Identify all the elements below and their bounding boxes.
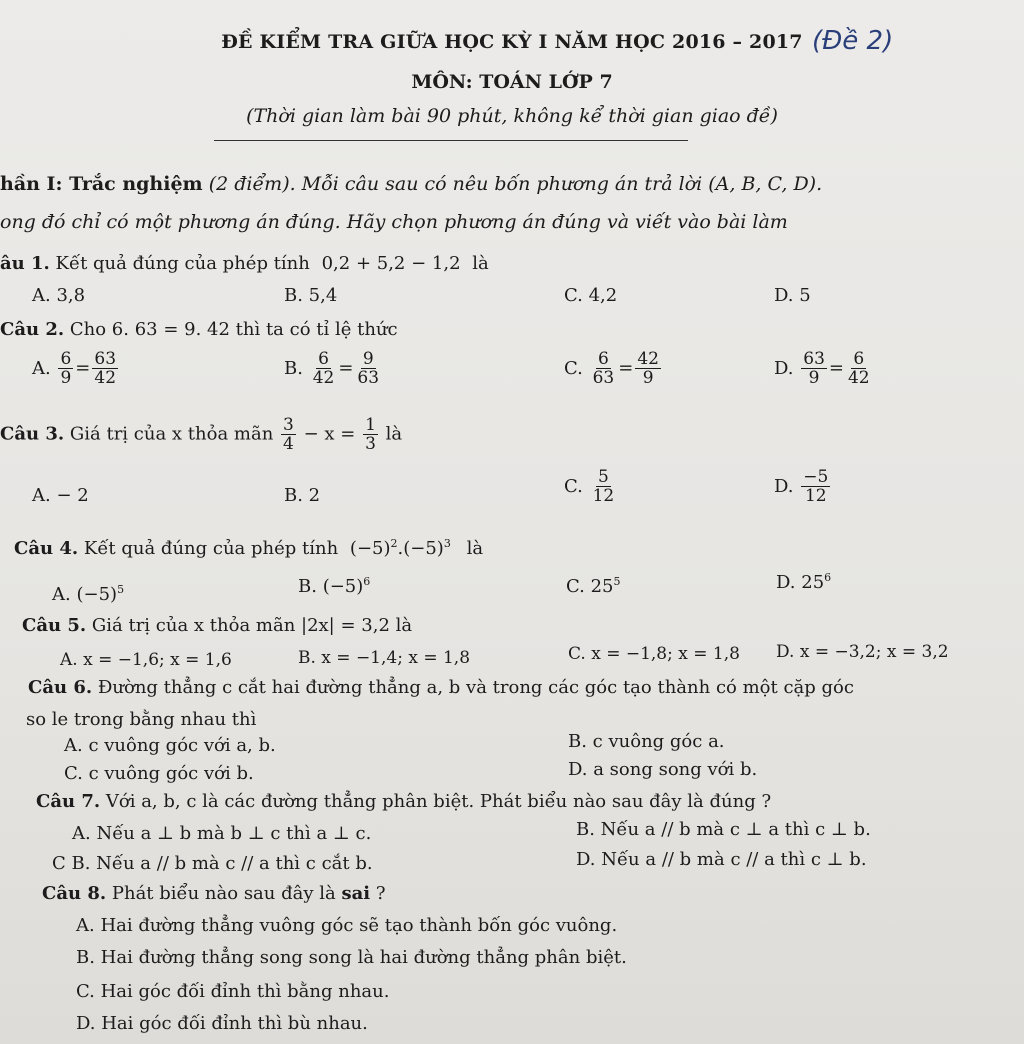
- q3-option-c-letter: C.: [564, 475, 583, 497]
- question-4-label: Câu 4.: [14, 538, 79, 559]
- question-5: [22, 614, 412, 638]
- option-base: 25: [590, 576, 614, 597]
- question-4-expr: [350, 538, 451, 559]
- q1-option-c: C. 4,2: [564, 285, 618, 306]
- q2-option-c-letter: C.: [564, 357, 583, 379]
- q4-option-d: [776, 566, 831, 595]
- q1-option-b: B. 5,4: [284, 285, 338, 306]
- question-6: [28, 676, 854, 700]
- denominator: 12: [592, 486, 615, 506]
- part1-heading-line: [0, 172, 822, 196]
- option-letter: D.: [776, 572, 796, 593]
- q4-option-a: [52, 578, 124, 607]
- q2-option-a: A. $\frac{6}{9}$ = $\frac{63}{42}$: [32, 349, 117, 388]
- q2-option-a-letter: A.: [32, 357, 51, 379]
- q4-option-c: [566, 570, 621, 599]
- question-7-label: Câu 7.: [36, 791, 101, 812]
- numerator: 42: [637, 349, 659, 369]
- denominator: 9: [808, 368, 820, 388]
- q2-option-d-left-fraction: [801, 350, 827, 387]
- q3-option-c: [564, 468, 618, 505]
- exam-title: ĐỀ KIỂM TRA GIỮA HỌC KỲ I NĂM HỌC 2016 – 2017: [221, 31, 803, 53]
- question-4: [14, 532, 483, 561]
- denominator: 12: [804, 486, 827, 506]
- question-3-fraction-2: [363, 416, 378, 453]
- question-8-label: Câu 8.: [42, 883, 107, 904]
- question-2-label: Câu 2.: [0, 319, 65, 340]
- numerator: 6: [60, 349, 72, 369]
- q6-option-c: C. c vuông góc với b.: [64, 763, 254, 784]
- question-1-expr: 0,2 + 5,2 − 1,2: [321, 253, 461, 274]
- q5-option-d: D. x = −3,2; x = 3,2: [776, 642, 949, 662]
- q5-option-c: C. x = −1,8; x = 1,8: [568, 644, 740, 664]
- denominator: 42: [312, 368, 335, 388]
- q3-option-d-letter: D.: [774, 475, 794, 497]
- q2-option-d: D. $\frac{63}{9}$ = $\frac{6}{42}$: [774, 349, 870, 388]
- numerator: 6: [598, 349, 609, 369]
- q2-option-b-right-fraction: [355, 350, 381, 387]
- question-2-text: Cho 6. 63 = 9. 42 thì ta có tỉ lệ thức: [69, 319, 398, 340]
- question-7-text: Với a, b, c là các đường thẳng phân biệt. Phát biểu nào sau đây là đúng ?: [105, 791, 772, 812]
- exam-duration: (Thời gian làm bài 90 phút, không kể thời gian giao đề): [246, 105, 778, 127]
- q1-option-a: A. 3,8: [32, 285, 86, 306]
- q7-option-d: D. Nếu a // b mà c // a thì c ⊥ b.: [576, 849, 867, 870]
- question-5-label: Câu 5.: [22, 615, 87, 636]
- question-5-text: Giá trị của x thỏa mãn |2x| = 3,2 là: [91, 615, 413, 636]
- handwritten-note: (Đề 2): [812, 26, 894, 56]
- q2-option-c: C. $\frac{6}{63}$ = $\frac{42}{9}$: [564, 349, 659, 388]
- part1-points: (2 điểm). Mỗi câu sau có nêu bốn phương án trả lời (A, B, C, D).: [208, 173, 823, 195]
- question-2: [0, 318, 398, 342]
- question-8-tail: ?: [375, 883, 386, 904]
- option-exponent: 5: [613, 575, 621, 588]
- numerator: 3: [283, 415, 294, 435]
- q2-option-c-right-fraction: [635, 350, 661, 387]
- q7-option-c: C B. Nếu a // b mà c // a thì c cắt b.: [52, 853, 373, 874]
- numerator: 1: [365, 415, 376, 435]
- question-1-text: Kết quả đúng của phép tính: [55, 253, 310, 274]
- q2-option-b-left-fraction: [311, 350, 337, 387]
- expr-exponent-2: 3: [443, 537, 451, 550]
- numerator: 9: [362, 349, 374, 369]
- q5-option-b: B. x = −1,4; x = 1,8: [298, 648, 471, 668]
- q7-option-b: B. Nếu a // b mà c ⊥ a thì c ⊥ b.: [576, 819, 871, 840]
- denominator: 42: [94, 368, 117, 388]
- question-7: [36, 790, 771, 814]
- q2-option-b: B. $\frac{6}{42}$ = $\frac{9}{63}$: [284, 349, 380, 388]
- question-8-emphasis: sai: [341, 883, 371, 904]
- denominator: 3: [365, 434, 376, 454]
- question-3-text: Giá trị của x thỏa mãn: [69, 423, 274, 445]
- question-4-text: Kết quả đúng của phép tính: [83, 538, 339, 559]
- q3-option-c-fraction: [591, 468, 617, 505]
- exam-subject: MÔN: TOÁN LỚP 7: [411, 71, 613, 93]
- q2-option-a-right-fraction: [92, 350, 118, 387]
- q8-option-d: D. Hai góc đối đỉnh thì bù nhau.: [76, 1013, 368, 1034]
- question-6-text-line-2: so le trong bằng nhau thì: [26, 709, 257, 730]
- question-1: [0, 252, 489, 276]
- denominator: 4: [283, 434, 294, 454]
- q7-option-a: A. Nếu a ⊥ b mà b ⊥ c thì a ⊥ c.: [72, 823, 372, 844]
- q6-option-a: A. c vuông góc với a, b.: [64, 735, 276, 756]
- q5-option-a: A. x = −1,6; x = 1,6: [60, 650, 232, 670]
- question-3-fraction-1: [281, 416, 296, 453]
- question-6-label: Câu 6.: [28, 677, 93, 698]
- option-base: 25: [801, 572, 825, 593]
- question-8-text: Phát biểu nào sau đây là: [111, 883, 336, 904]
- numerator: 63: [94, 349, 117, 369]
- denominator: 63: [592, 368, 615, 388]
- part1-instructions: ong đó chỉ có một phương án đúng. Hãy chọn phương án đúng và viết vào bài làm: [0, 211, 788, 233]
- q3-option-a: A. − 2: [32, 485, 89, 506]
- q2-option-c-left-fraction: [591, 350, 617, 387]
- q2-option-b-letter: B.: [284, 357, 303, 379]
- denominator: 9: [60, 368, 72, 388]
- option-letter: B.: [298, 576, 317, 597]
- q6-option-d: D. a song song với b.: [568, 759, 758, 780]
- q8-option-c: C. Hai góc đối đỉnh thì bằng nhau.: [76, 981, 390, 1002]
- numerator: −5: [803, 467, 829, 487]
- option-base: (−5): [322, 576, 364, 597]
- option-letter: A.: [52, 584, 71, 605]
- option-exponent: 6: [363, 575, 371, 588]
- q8-option-b: B. Hai đường thẳng song song là hai đường thẳng phân biệt.: [76, 947, 627, 968]
- denominator: 42: [847, 368, 870, 388]
- q8-option-a: A. Hai đường thẳng vuông góc sẽ tạo thành bốn góc vuông.: [76, 915, 618, 936]
- option-exponent: 6: [824, 571, 832, 584]
- q3-option-b: B. 2: [284, 485, 321, 506]
- question-1-label: âu 1.: [0, 253, 50, 274]
- numerator: 6: [318, 349, 329, 369]
- option-base: (−5): [76, 584, 118, 605]
- question-8: [42, 882, 386, 906]
- numerator: 63: [803, 349, 825, 369]
- q2-option-d-letter: D.: [774, 357, 794, 379]
- numerator: 5: [598, 467, 609, 487]
- expr-second-factor: .(−5): [397, 538, 444, 559]
- expr-exponent-1: 2: [390, 537, 398, 550]
- q2-option-d-right-fraction: [846, 350, 872, 387]
- question-3: [0, 416, 402, 453]
- q2-option-a-left-fraction: [58, 350, 73, 387]
- question-6-text: Đường thẳng c cắt hai đường thẳng a, b và trong các góc tạo thành có một cặp góc: [97, 677, 854, 698]
- q6-option-b: B. c vuông góc a.: [568, 731, 725, 752]
- question-1-tail: là: [472, 253, 489, 274]
- expr-base: (−5): [349, 538, 391, 559]
- question-3-minus-x: − x =: [303, 423, 356, 445]
- option-letter: C.: [566, 576, 585, 597]
- question-3-label: Câu 3.: [0, 423, 65, 445]
- denominator: 63: [357, 368, 380, 388]
- question-3-tail: là: [385, 423, 403, 445]
- header-divider: [214, 140, 688, 141]
- question-4-tail: là: [466, 538, 484, 559]
- q3-option-d-fraction: [801, 468, 830, 505]
- q4-option-b: [298, 570, 370, 599]
- denominator: 9: [642, 368, 654, 388]
- option-exponent: 5: [117, 583, 125, 596]
- part1-heading: hần I: Trắc nghiệm: [0, 173, 203, 195]
- q1-option-d: D. 5: [774, 285, 811, 306]
- q3-option-d: [774, 468, 832, 505]
- numerator: 6: [853, 349, 865, 369]
